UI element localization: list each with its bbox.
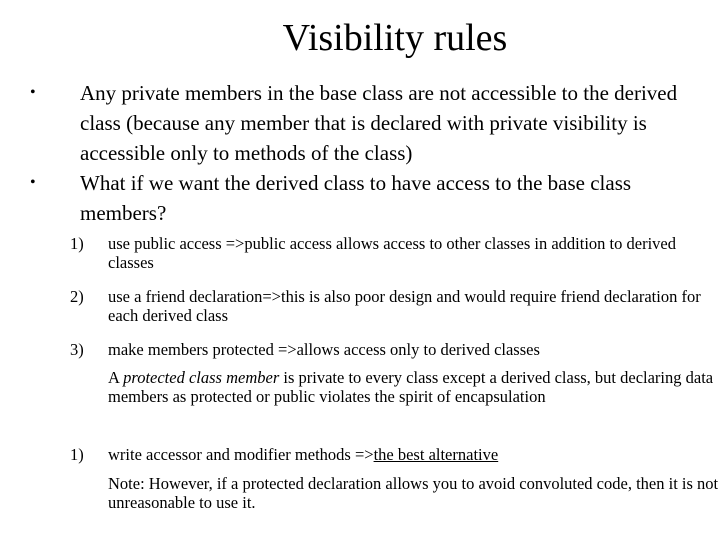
bullet-item bbox=[30, 78, 720, 168]
item-text: make members protected =>allows access only to derived classes bbox=[108, 340, 540, 359]
slide-title: Visibility rules bbox=[282, 17, 508, 59]
numbered-item bbox=[70, 234, 720, 272]
bullet-icon: • bbox=[30, 84, 36, 101]
bullet-item bbox=[30, 168, 720, 228]
bullet-text: What if we want the derived class to have access to the base class members? bbox=[80, 171, 632, 225]
item-text: use public access =>public access allows access to other classes in addition to derived classes bbox=[108, 234, 676, 272]
item-text: write accessor and modifier methods => bbox=[108, 445, 374, 464]
numbered-item bbox=[70, 287, 720, 325]
final-note: Note: However, if a protected declaration allows you to avoid convoluted code, then it is not unreasonable to use it. bbox=[108, 474, 719, 512]
item-number: 2) bbox=[70, 287, 84, 306]
item-number: 1) bbox=[70, 445, 84, 464]
best-alternative-text: the best alternative bbox=[373, 445, 499, 464]
item-number: 3) bbox=[70, 340, 84, 359]
protected-member-note bbox=[108, 368, 720, 406]
note-suffix: is private to every class except a derived class, but declaring data members as protected or public violates the spirit of encapsulation bbox=[108, 368, 714, 406]
numbered-item bbox=[70, 340, 720, 359]
bullet-icon: • bbox=[30, 174, 36, 191]
item-text: use a friend declaration=>this is also poor design and would require friend declaration for each derived class bbox=[108, 287, 701, 325]
note-italic-term: protected class member bbox=[123, 368, 280, 387]
numbered-item bbox=[70, 445, 720, 464]
bullet-text: Any private members in the base class are not accessible to the derived class (because any member that is declared with private visibility is accessible only to methods of the class) bbox=[80, 81, 678, 165]
note-prefix: A bbox=[108, 368, 124, 387]
item-number: 1) bbox=[70, 234, 84, 253]
